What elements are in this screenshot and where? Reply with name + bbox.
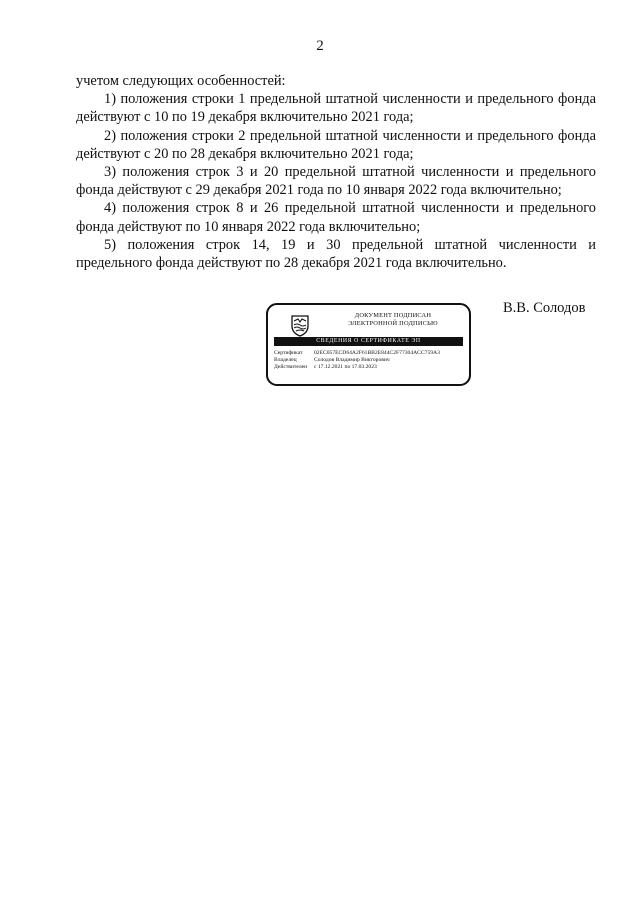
stamp-label: Владелец — [274, 357, 297, 364]
page-number: 2 — [316, 38, 324, 54]
stamp-value: Солодов Владимир Викторович — [314, 357, 390, 364]
paragraph-item-2: 2) положения строки 2 предельной штатной численности и предельного фонда действуют с 20 по 28 декабря включительно 2021 года; — [76, 127, 596, 162]
stamp-title-line-2: ЭЛЕКТРОННОЙ ПОДПИСЬЮ — [348, 320, 438, 327]
stamp-label: Действителен — [274, 364, 308, 371]
stamp-title — [338, 312, 448, 328]
paragraph-item-3: 3) положения строк 3 и 20 предельной штатной численности и предельного фонда действуют с 29 декабря 2021 года по 10 января 2022 года включительно; — [76, 164, 596, 199]
signer-name: В.В. Солодов — [503, 300, 586, 316]
paragraph-item-5: 5) положения строк 14, 19 и 30 предельной штатной численности и предельного фонда действуют по 28 декабря 2021 года включительно. — [76, 236, 596, 272]
stamp-row-validity — [274, 364, 466, 371]
electronic-signature-stamp — [266, 303, 471, 386]
stamp-row-certificate — [274, 350, 466, 357]
document-body — [76, 72, 596, 272]
paragraph-item-4: 4) положения строк 8 и 26 предельной штатной численности и предельного фонда действуют по 10 января 2022 года включительно; — [76, 200, 596, 235]
stamp-label: Сертификат — [274, 350, 303, 356]
stamp-value: 02EC057ECD64A2F61BB2E844C2F77304ACC759A3 — [314, 350, 440, 356]
stamp-details — [274, 350, 466, 372]
coat-of-arms-icon — [288, 313, 312, 337]
stamp-title-line-1: ДОКУМЕНТ ПОДПИСАН — [354, 312, 432, 319]
paragraph-item-1: 1) положения строки 1 предельной штатной численности и предельного фонда действуют с 10 по 19 декабря включительно 2021 года; — [76, 91, 596, 126]
paragraph-intro: учетом следующих особенностей: — [76, 73, 286, 89]
stamp-value: с 17.12.2021 по 17.03.2023 — [314, 364, 377, 371]
stamp-certificate-header: СВЕДЕНИЯ О СЕРТИФИКАТЕ ЭП — [274, 337, 463, 346]
